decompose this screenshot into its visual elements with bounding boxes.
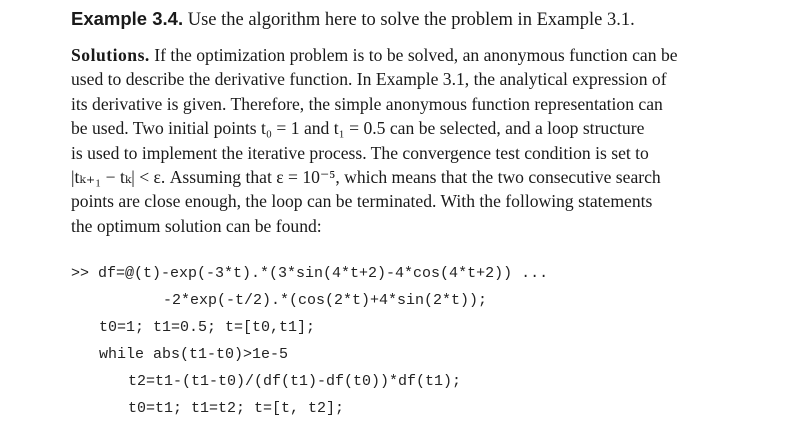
code-line: t2=t1-(t1-t0)/(df(t1)-df(t0))*df(t1); xyxy=(128,373,462,390)
code-line: -2*exp(-t/2).*(cos(2*t)+4*sin(2*t)); xyxy=(163,292,488,309)
solution-text: If the optimization problem is to be solved, an anonymous function can be xyxy=(154,45,678,65)
code-line: while abs(t1-t0)>1e-5 xyxy=(99,346,289,363)
solution-line: its derivative is given. Therefore, the simple anonymous function representation can xyxy=(71,93,663,114)
code-line: t0=1; t1=0.5; t=[t0,t1]; xyxy=(99,319,316,336)
solution-label: Solutions. xyxy=(71,45,150,65)
example-label: Example 3.4. xyxy=(71,8,184,29)
solution-line: used to describe the derivative function. In Example 3.1, the analytical expression of xyxy=(71,69,667,90)
example-heading xyxy=(71,7,635,32)
solution-line: the optimum solution can be found: xyxy=(71,215,322,236)
code-listing xyxy=(71,260,548,422)
example-statement: Use the algorithm here to solve the problem in Example 3.1. xyxy=(187,10,635,30)
solution-line: points are close enough, the loop can be terminated. With the following statements xyxy=(71,191,653,212)
code-line: t0=t1; t1=t2; t=[t, t2]; xyxy=(128,400,345,417)
solution-line xyxy=(71,43,731,67)
code-line: >> df=@(t)-exp(-3*t).*(3*sin(4*t+2)-4*cos(4*t+2)) ... xyxy=(71,265,549,282)
solution-line: |tₖ₊₁ − tₖ| < ε. Assuming that ε = 10⁻⁵, which means that the two consecutive search xyxy=(71,166,661,187)
solution-line: is used to implement the iterative process. The convergence test condition is set to xyxy=(71,142,649,163)
solution-line: be used. Two initial points t₀ = 1 and t₁ = 0.5 can be selected, and a loop structure xyxy=(71,118,645,139)
solution-paragraph xyxy=(71,43,731,238)
